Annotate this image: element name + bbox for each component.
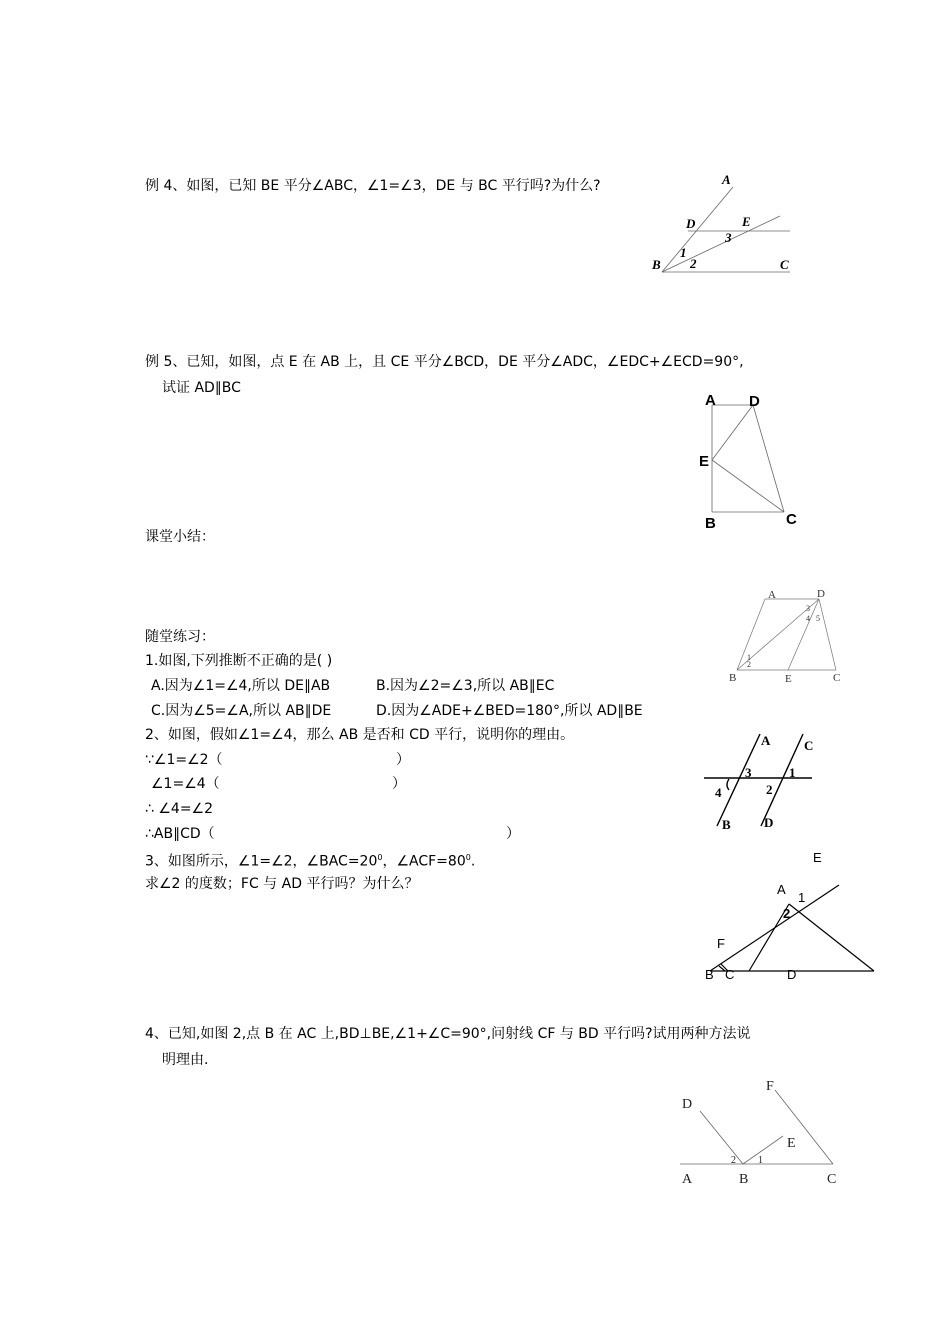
label-C: C — [833, 672, 841, 684]
label-A: A — [761, 733, 771, 748]
practice-title: 随堂练习： — [145, 629, 215, 645]
example-4-figure — [640, 165, 810, 285]
angle-5: 5 — [816, 614, 820, 623]
q3-line2: 求∠2 的度数；FC 与 AD 平行吗？为什么？ — [145, 876, 419, 892]
q2-step3: ∴ ∠4=∠2 — [145, 801, 214, 817]
label-E: E — [787, 1136, 796, 1151]
angle-3: 3 — [745, 765, 752, 780]
q2-step4-close: ） — [506, 826, 520, 842]
q1-option-d: D.因为∠ADE+∠BED=180°,所以 AD∥BE — [376, 703, 643, 719]
q2-figure — [700, 728, 825, 838]
q1-option-b: B.因为∠2=∠3,所以 AB∥EC — [376, 678, 555, 694]
q2-step1: ∵∠1=∠2（ — [145, 752, 223, 768]
label-C: C — [780, 257, 789, 272]
label-E: E — [813, 850, 822, 865]
q3-stem: 3、如图所示，∠1=∠2，$\angle BAC=20^0$，$\angle ACF=80^0$. — [145, 853, 476, 870]
label-A: A — [768, 589, 776, 601]
label-E: E — [742, 214, 751, 229]
label-F: F — [766, 1079, 774, 1094]
angle-2: 2 — [747, 660, 751, 669]
q4-line1: 4、已知,如图 2,点 B 在 AC 上,BD⊥BE,∠1+∠C=90°,问射线 CF 与 BD 平行吗?试用两种方法说 — [145, 1026, 751, 1042]
angle-1: 1 — [789, 765, 796, 780]
angle-2: 2 — [690, 256, 697, 271]
angle-3: 3 — [806, 604, 810, 613]
q1-figure — [725, 583, 855, 688]
label-B: B — [722, 817, 731, 832]
label-A: A — [705, 392, 716, 409]
example-5-line1: 例 5、已知，如图，点 E 在 AB 上，且 CE 平分∠BCD，DE 平分∠ADC，∠EDC+∠ECD=90°, — [145, 354, 744, 370]
class-summary-label: 课堂小结： — [145, 529, 215, 545]
angle-2: 2 — [731, 1155, 736, 1166]
angle-1: 1 — [680, 245, 687, 260]
q4-figure — [670, 1070, 850, 1195]
q1-option-c: C.因为∠5=∠A,所以 AB∥DE — [151, 703, 332, 719]
label-C: C — [827, 1172, 837, 1187]
label-D: D — [682, 1097, 693, 1112]
label-D: D — [764, 815, 774, 830]
label-B: B — [705, 515, 716, 532]
label-E: E — [785, 673, 792, 685]
example-5-line2: 试证 AD∥BC — [162, 380, 241, 396]
q1-stem: 1.如图,下列推断不正确的是( ) — [145, 653, 333, 669]
q2-step1-close: ） — [396, 752, 410, 768]
q1-option-a: A.因为∠1=∠4,所以 DE∥AB — [151, 678, 331, 694]
label-B: B — [705, 967, 714, 982]
label-C: C — [804, 738, 814, 753]
q2-step4: ∴AB∥CD（ — [145, 826, 215, 842]
label-E: E — [699, 453, 710, 470]
example-4-text: 例 4、如图，已知 BE 平分∠ABC，∠1=∠3，DE 与 BC 平行吗?为什么? — [145, 178, 601, 194]
q2-stem: 2、如图，假如∠1=∠4，那么 AB 是否和 CD 平行，说明你的理由。 — [145, 727, 575, 743]
q2-step2: ∠1=∠4（ — [151, 776, 220, 792]
angle-4: 4 — [715, 785, 722, 800]
label-A: A — [722, 172, 731, 187]
q4-line2: 明理由. — [162, 1052, 209, 1068]
label-F: F — [717, 936, 725, 951]
angle-1: 1 — [798, 890, 806, 905]
angle-3: 3 — [725, 230, 732, 245]
label-B: B — [739, 1172, 749, 1187]
label-D: D — [749, 393, 760, 410]
label-C: C — [786, 511, 797, 528]
label-B: B — [729, 672, 737, 684]
angle-2: 2 — [766, 782, 773, 797]
q3-figure — [700, 845, 880, 985]
angle-1: 1 — [758, 1155, 763, 1166]
q2-step2-close: ） — [392, 776, 406, 792]
label-A: A — [682, 1172, 693, 1187]
example-5-figure — [695, 388, 815, 533]
angle-2: 2 — [783, 906, 791, 921]
label-B: B — [652, 257, 661, 272]
angle-4: 4 — [806, 614, 810, 623]
label-D: D — [686, 216, 696, 231]
label-D: D — [817, 588, 825, 600]
label-A: A — [777, 882, 786, 897]
label-D: D — [787, 967, 797, 982]
label-C: C — [725, 967, 735, 982]
angle-1: 1 — [747, 653, 751, 662]
